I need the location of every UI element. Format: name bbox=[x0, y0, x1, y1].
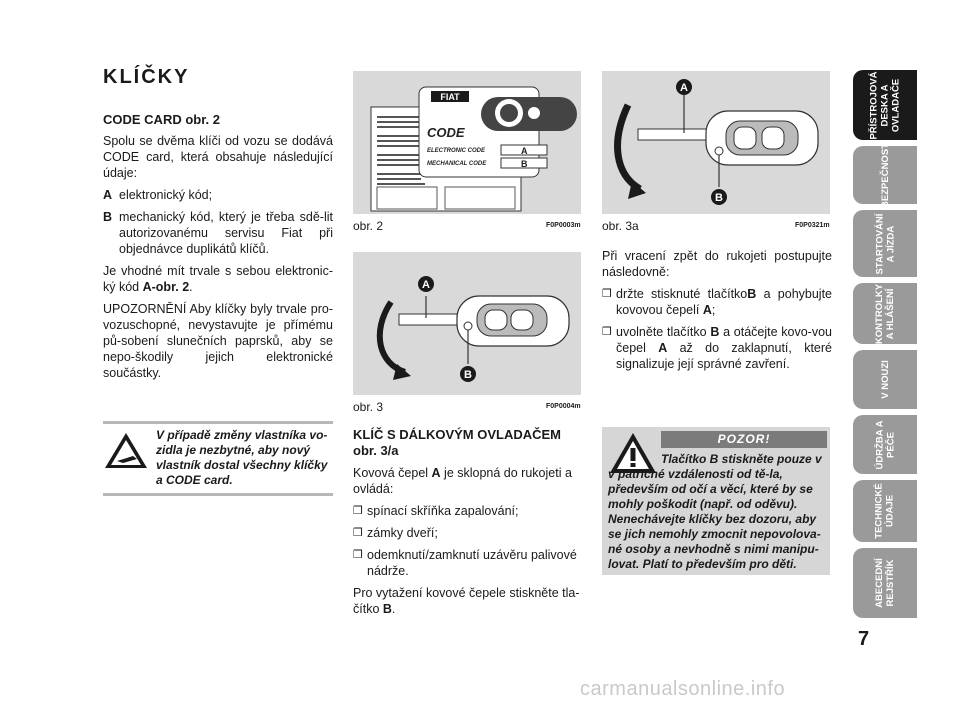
text: Je vhodné mít trvale s sebou elektronic-ký kód bbox=[103, 264, 333, 294]
tab-label-line: ÚDAJE bbox=[884, 494, 896, 528]
warning-text bbox=[608, 452, 827, 572]
figure-code: F0P0004m bbox=[546, 403, 581, 410]
code-card-intro: Spolu se dvěma klíči od vozu se dodává CODE card, která obsahuje následující údaje: bbox=[103, 134, 333, 180]
card-title: CODE bbox=[427, 125, 465, 140]
figure-code-card bbox=[353, 71, 581, 214]
tab-kontrolky[interactable] bbox=[853, 283, 917, 344]
page-number: 7 bbox=[858, 628, 870, 650]
tab-label bbox=[874, 483, 896, 538]
tab-label-line: ÚDRŽBA A bbox=[874, 420, 885, 469]
text: a pohybujte kovovou čepelí bbox=[616, 287, 832, 317]
label-b: B bbox=[521, 159, 528, 169]
list-item-text bbox=[616, 324, 832, 372]
def-key: B bbox=[103, 210, 113, 224]
list-item bbox=[353, 547, 583, 579]
text: Pro vytažení kovové čepele stiskněte tla-čítko bbox=[353, 586, 580, 616]
note-bottom-rule bbox=[103, 493, 333, 496]
tab-label bbox=[880, 360, 891, 399]
tab-label-line: TECHNICKÉ bbox=[873, 483, 885, 539]
tab-label-line: V NOUZI bbox=[879, 360, 891, 399]
remote-key-section bbox=[353, 427, 583, 623]
return-blade-intro: Při vracení zpět do rukojeti postupujte následovně: bbox=[602, 249, 832, 279]
page-title: KLÍČKY bbox=[103, 66, 190, 88]
code-card-paragraph-2: UPOZORNĚNÍ Aby klíčky byly trvale pro-vozuschopné, nevystavujte je přímému pů-sobení slunečních paprsků, aby se nepo-škodily jejich elektronické součástky. bbox=[103, 302, 333, 380]
tab-label bbox=[874, 558, 896, 608]
tab-label-line: KONTROLKY bbox=[873, 283, 885, 344]
tab-přístrojová[interactable] bbox=[853, 70, 917, 140]
tab-abecední[interactable] bbox=[853, 548, 917, 618]
text: ; bbox=[711, 303, 716, 317]
tab-label-line: A JÍZDA bbox=[885, 225, 896, 262]
figure-key-fold bbox=[353, 252, 581, 395]
list-item-text: odemknutí/zamknutí uzávěru palivové nádrže. bbox=[367, 548, 577, 578]
tab-label bbox=[874, 283, 896, 343]
figure-caption: obr. 2 bbox=[353, 219, 384, 233]
code-card-section bbox=[103, 112, 333, 387]
tab-label-line: BEZPEČNOST bbox=[879, 142, 891, 208]
def-key: A bbox=[103, 188, 113, 202]
tab-label bbox=[869, 71, 902, 139]
tab-label bbox=[874, 213, 896, 274]
text: až do zaklapnutí, které signalizuje její správné zavření. bbox=[616, 341, 832, 371]
tab-label-line: PÉČE bbox=[885, 431, 896, 458]
tab-v nouzi[interactable] bbox=[853, 350, 917, 409]
figure-ref: A-obr. 2 bbox=[142, 280, 190, 294]
remote-key-intro bbox=[353, 465, 583, 497]
label-a: A bbox=[680, 82, 688, 94]
return-blade-section bbox=[602, 248, 832, 378]
warning-triangle-icon bbox=[103, 430, 149, 470]
tab-technické[interactable] bbox=[853, 480, 917, 542]
note-text: V případě změny vlastníka vo-zidla je nezbytné, aby nový vlastník dostal všechny klíčky a CODE card. bbox=[156, 428, 328, 487]
list-item-text bbox=[616, 286, 832, 318]
text: B bbox=[710, 325, 720, 339]
list-item-text: spínací skříňka zapalování; bbox=[367, 504, 519, 518]
warning-title: POZOR! bbox=[661, 431, 827, 448]
mechanical-code-label: MECHANICAL CODE bbox=[427, 161, 487, 167]
text: B bbox=[382, 602, 392, 616]
tab-label-line: PŘÍSTROJOVÁ bbox=[868, 70, 880, 140]
label-b: B bbox=[464, 369, 472, 381]
tab-údržba a[interactable] bbox=[853, 415, 917, 474]
label-b: B bbox=[715, 192, 723, 204]
text: Kovová čepel bbox=[353, 466, 432, 480]
remote-key-outro bbox=[353, 585, 583, 617]
note-top-rule bbox=[103, 421, 333, 424]
figure-caption: obr. 3 bbox=[353, 400, 384, 414]
brand-logo: FIAT bbox=[440, 92, 460, 102]
electronic-code-label: ELECTRONIC CODE bbox=[427, 148, 486, 154]
tab-label bbox=[874, 420, 896, 469]
code-card-paragraph-1 bbox=[103, 263, 333, 295]
tab-label-line: DESKA A bbox=[879, 83, 891, 127]
text: A bbox=[702, 303, 712, 317]
def-item-a bbox=[103, 187, 333, 203]
def-item-b bbox=[103, 209, 333, 257]
text: a otáčejte kovo-vou čepel bbox=[616, 325, 832, 355]
text: A bbox=[658, 341, 668, 355]
def-value: mechanický kód, který je třeba sdě-lit autorizovanému servisu Fiat při objednávce duplikátů klíčů. bbox=[119, 210, 333, 256]
label-a: A bbox=[521, 146, 528, 156]
tab-label-line: OVLADAČE bbox=[890, 78, 902, 132]
watermark: carmanualsonline.info bbox=[580, 678, 786, 700]
text: . bbox=[189, 280, 193, 294]
bullet-icon: ❒ bbox=[353, 505, 363, 517]
list-item bbox=[602, 324, 832, 372]
warning-line: v patřičné vzdálenosti od tě-la, především od očí a věcí, které by se mohly poškodit (např. od oděvu). Nenechávejte klíčky bez dozoru, aby se jich nemohly zmocnit nepovolova-né osoby a nevhodně s nimi manipu-lovat. Platí to především pro děti. bbox=[608, 467, 821, 571]
bullet-icon: ❒ bbox=[602, 326, 612, 338]
bullet-icon: ❒ bbox=[353, 527, 363, 539]
def-value: elektronický kód; bbox=[119, 188, 213, 202]
figure-key-return bbox=[602, 71, 830, 214]
warning-line: Tlačítko B stiskněte pouze v bbox=[661, 452, 822, 466]
list-item bbox=[353, 503, 583, 519]
tab-label-line: STARTOVÁNÍ bbox=[874, 213, 885, 274]
remote-key-heading: KLÍČ S DÁLKOVÝM OVLADAČEM obr. 3/a bbox=[353, 427, 561, 458]
text: A bbox=[431, 466, 441, 480]
text: uvolněte tlačítko bbox=[616, 325, 711, 339]
tab-label-line: ABECEDNÍ bbox=[874, 558, 885, 608]
figure-code: F0P0321m bbox=[795, 222, 830, 229]
tab-label-line: A HLÁŠENÍ bbox=[884, 288, 896, 339]
code-card-heading: CODE CARD obr. 2 bbox=[103, 112, 221, 127]
text: B bbox=[747, 287, 757, 301]
tab-label-line: REJSTŘÍK bbox=[885, 559, 896, 607]
list-item bbox=[353, 525, 583, 541]
tab-label bbox=[880, 143, 891, 208]
list-item bbox=[602, 286, 832, 318]
figure-code: F0P0003m bbox=[546, 222, 581, 229]
text: . bbox=[391, 602, 396, 616]
tab-startování[interactable] bbox=[853, 210, 917, 277]
bullet-icon: ❒ bbox=[353, 549, 363, 561]
figure-caption: obr. 3a bbox=[602, 219, 639, 233]
list-item-text: zámky dveří; bbox=[367, 526, 438, 540]
bullet-icon: ❒ bbox=[602, 288, 612, 300]
text: držte stisknuté tlačítko bbox=[616, 287, 748, 301]
label-a: A bbox=[422, 279, 430, 291]
tab-bezpečnost[interactable] bbox=[853, 142, 917, 208]
text: je sklopná do rukojeti a ovládá: bbox=[353, 466, 572, 496]
